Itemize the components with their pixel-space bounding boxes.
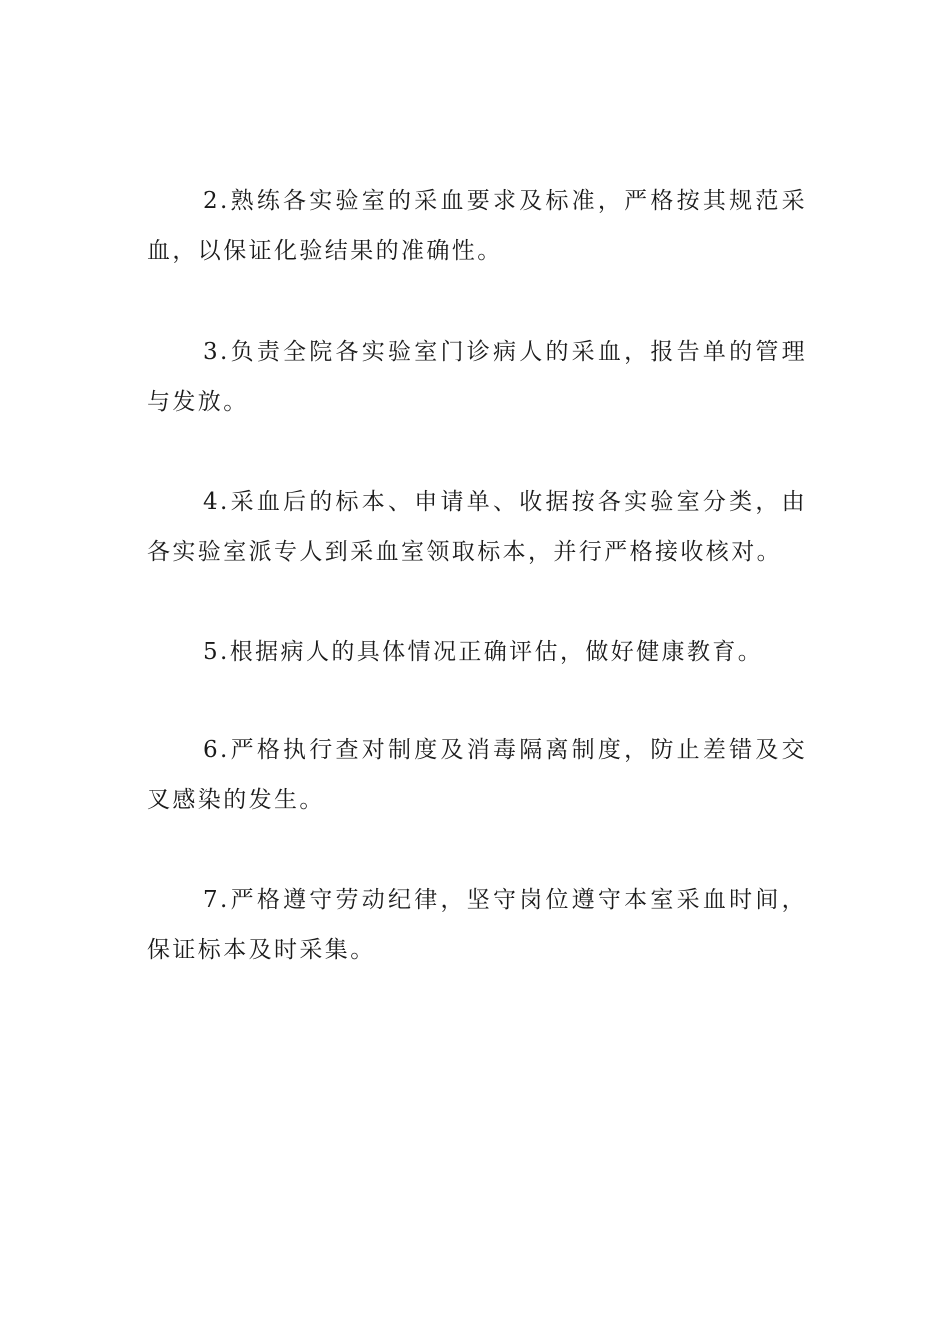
list-item-text: 3.负责全院各实验室门诊病人的采血，报告单的管理与发放。 [147, 339, 807, 415]
list-item-text: 7.严格遵守劳动纪律，坚守岗位遵守本室采血时间，保证标本及时采集。 [147, 887, 807, 963]
list-item-text: 5.根据病人的具体情况正确评估，做好健康教育。 [203, 639, 764, 665]
list-item [147, 627, 807, 677]
list-item-text: 4.采血后的标本、申请单、收据按各实验室分类，由各实验室派专人到采血室领取标本，并行严格接收核对。 [147, 489, 807, 565]
list-item [147, 176, 807, 276]
list-item [147, 327, 807, 427]
list-item [147, 725, 807, 825]
list-item-text: 2.熟练各实验室的采血要求及标准，严格按其规范采血，以保证化验结果的准确性。 [147, 188, 807, 264]
list-item [147, 477, 807, 577]
list-item [147, 875, 807, 975]
list-item-text: 6.严格执行查对制度及消毒隔离制度，防止差错及交叉感染的发生。 [147, 737, 807, 813]
